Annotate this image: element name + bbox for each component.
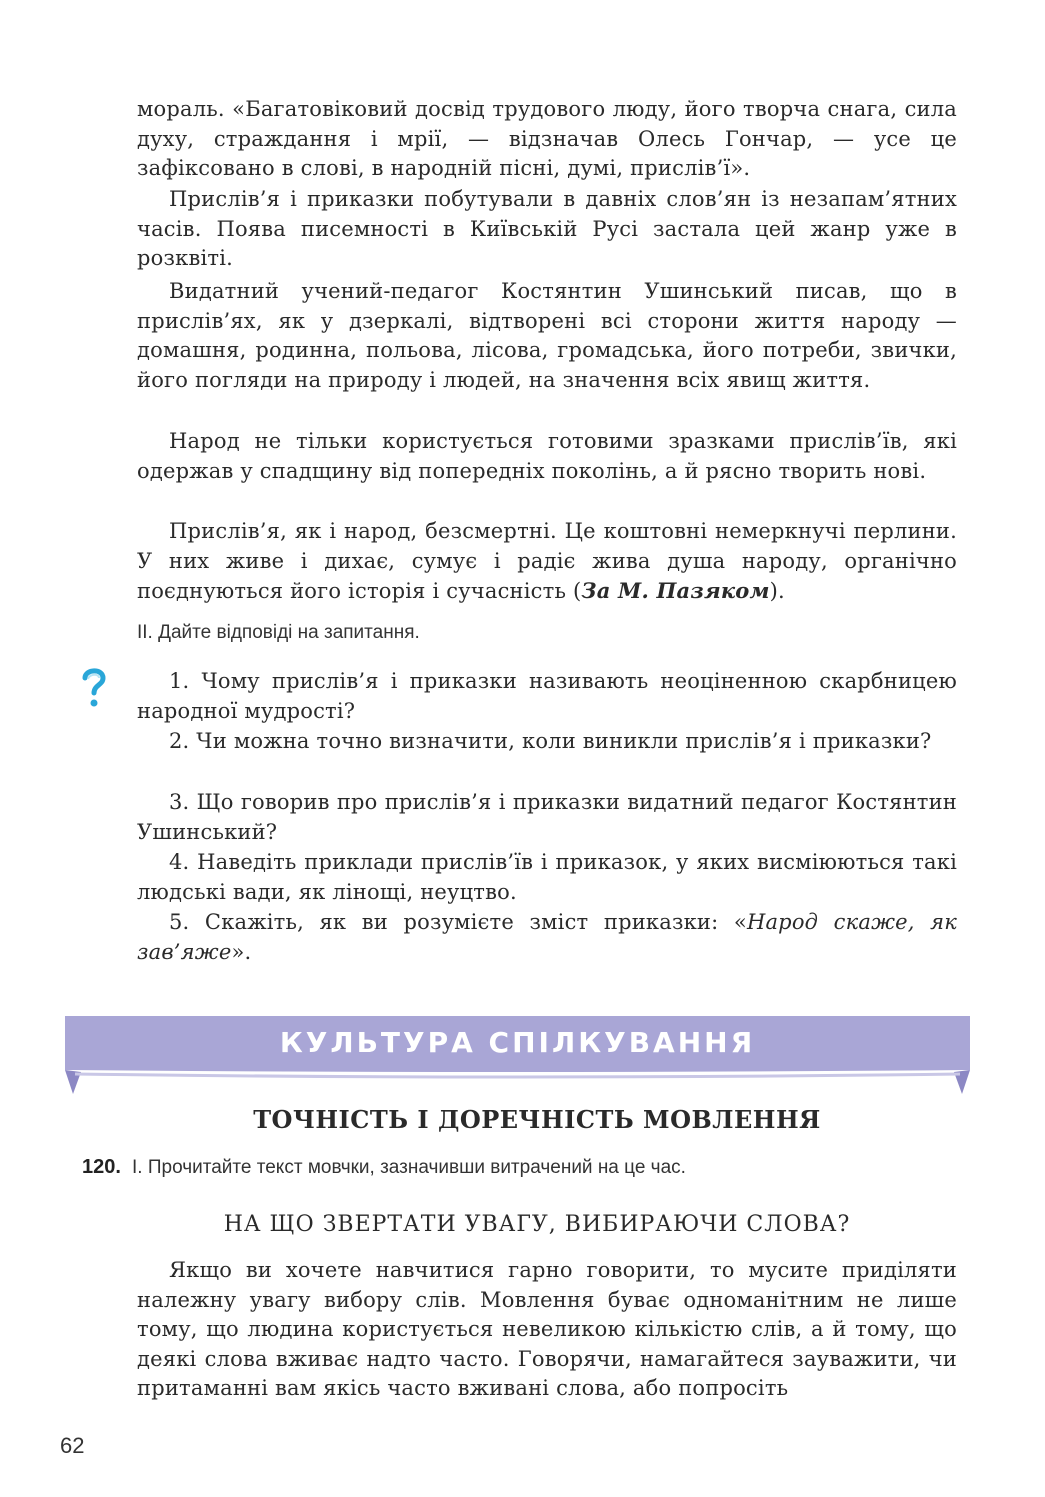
paragraph-5 (137, 517, 957, 607)
paragraph-5-text: Прислів’я, як і народ, безсмертні. Це коштовні немеркнучі перлини. У них живе і дихає, сумує і радіє жива душа народу, органічно поєднуються його історія і сучасність ( (137, 519, 957, 604)
paragraph-3: Видатний учений-педагог Костянтин Ушинський писав, що в прислів’ях, як у дзеркалі, відтворені всі сторони життя народу — домашня, родинна, польова, лісова, громадська, його потреби, звички, його погляди на природу і людей, на значення всіх явищ життя. (137, 279, 957, 392)
paragraph-5-end: ). (769, 579, 785, 604)
proverb-quote: Народ скаже, як зав’яже (137, 910, 957, 964)
paragraph-1: мораль. «Багатовіковий досвід трудового люду, його творча снага, сила духу, страждання і мрії, — відзначав Олесь Гончар, — усе це зафіксовано в слові, в народній пісні, думі, прислів’ї». (137, 97, 957, 181)
task-2-heading: ІІ. Дайте відповіді на запитання. (137, 622, 420, 643)
page-number: 62 (60, 1433, 85, 1458)
question-5-end: ». (231, 939, 252, 964)
paragraph-4: Народ не тільки користується готовими зразками прислів’їв, які одержав у спадщину від попередніх поколінь, а й рясно творить нові. (137, 429, 957, 483)
banner-title: КУЛЬТУРА СПІЛКУВАННЯ (279, 1026, 756, 1059)
question-5-text: 5. Скажіть, як ви розумієте зміст приказки: « (169, 910, 747, 934)
question-mark-icon (80, 666, 108, 710)
exercise-number: 120. (82, 1156, 121, 1178)
final-paragraph: Якщо ви хочете навчитися гарно говорити, то мусите приділяти належну увагу вибору слів. Мовлення буває одноманітним не лише тому, що людина користується невеликою кількістю слів, а й тому, що деякі слова вживає надто часто. Говорячи, намагайтеся зауважити, чи притаманні вам якісь часто вживані слова, або попросіть (137, 1258, 957, 1401)
section-title: ТОЧНІСТЬ І ДОРЕЧНІСТЬ МОВЛЕННЯ (253, 1105, 821, 1134)
paragraph-2: Прислів’я і приказки побутували в давніх слов’ян із незапам’ятних часів. Поява писемності в Київській Русі застала цей жанр уже в розквіті. (137, 187, 957, 271)
exercise-task: І. Прочитайте текст мовчки, зазначивши витрачений на це час. (132, 1157, 686, 1178)
question-1: 1. Чому прислів’я і приказки називають неоціненною скарбницею народної мудрості? (137, 669, 957, 723)
question-3: 3. Що говорив про прислів’я і приказки видатний педагог Костянтин Ушинський? (137, 790, 957, 844)
text-title: НА ЩО ЗВЕРТАТИ УВАГУ, ВИБИРАЮЧИ СЛОВА? (223, 1212, 851, 1237)
question-4: 4. Наведіть приклади прислів’їв і приказок, у яких висміюються такі людські вади, як лінощі, неуцтво. (137, 850, 957, 904)
exercise-120 (82, 1156, 686, 1179)
question-5 (137, 908, 957, 967)
question-2: 2. Чи можна точно визначити, коли виникли прислів’я і приказки? (169, 729, 932, 753)
source-citation: За М. Пазяком (581, 578, 770, 604)
